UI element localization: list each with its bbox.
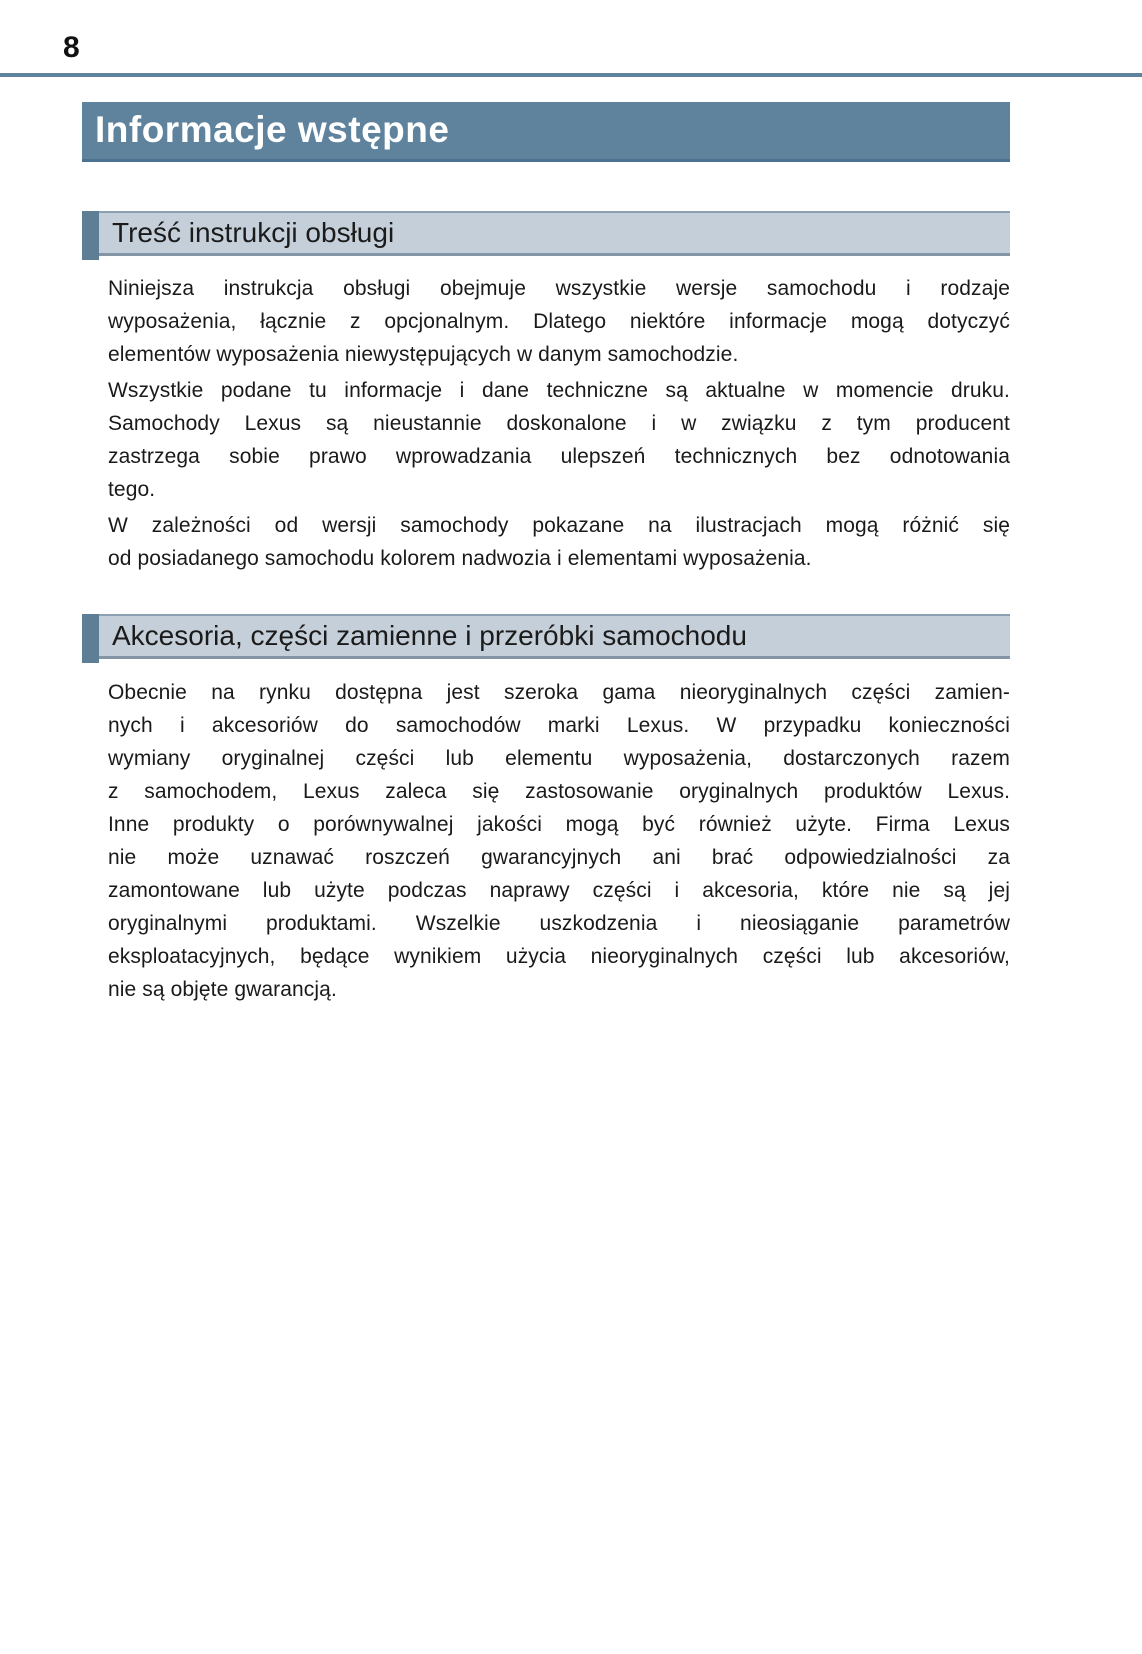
section-body — [108, 272, 1010, 578]
section-heading: Treść instrukcji obsługi — [112, 217, 395, 248]
body-text-line: wymiany oryginalnej części lub elementu wyposażenia, dostarczonych razem — [108, 747, 1010, 770]
paragraph — [108, 676, 1010, 1006]
body-text-line: Inne produkty o porównywalnej jakości mogą być również użyte. Firma Lexus — [108, 813, 1010, 836]
section-accent-block — [82, 211, 99, 260]
body-text-line: W zależności od wersji samochody pokazane na ilustracjach mogą różnić się — [108, 514, 1010, 537]
chapter-title: Informacje wstępne — [95, 109, 450, 150]
body-text-line: wyposażenia, łącznie z opcjonalnym. Dlatego niektóre informacje mogą dotyczyć — [108, 310, 1010, 333]
section-accent-block — [82, 614, 99, 663]
section-heading-background — [99, 211, 1010, 256]
section-heading-background — [99, 614, 1010, 659]
section-heading-bar — [82, 211, 1010, 256]
body-text-line: oryginalnymi produktami. Wszelkie uszkodzenia i nieosiąganie parametrów — [108, 912, 1010, 935]
body-text-line: zastrzega sobie prawo wprowadzania ulepszeń technicznych bez odnotowania — [108, 445, 1010, 468]
body-text-line: z samochodem, Lexus zaleca się zastosowanie oryginalnych produktów Lexus. — [108, 780, 1010, 803]
body-text-line: tego. — [108, 478, 156, 501]
body-text-line: nie są objęte gwarancją. — [108, 978, 337, 1001]
page-number: 8 — [63, 31, 80, 64]
header-rule — [0, 73, 1142, 77]
body-text-line: Obecnie na rynku dostępna jest szeroka gama nieoryginalnych części zamien- — [108, 681, 1010, 704]
section-heading-bar — [82, 614, 1010, 659]
body-text-line: Wszystkie podane tu informacje i dane techniczne są aktualne w momencie druku. — [108, 379, 1010, 402]
chapter-title-bar — [82, 102, 1010, 162]
paragraph — [108, 374, 1010, 506]
body-text-line: elementów wyposażenia niewystępujących w danym samochodzie. — [108, 343, 739, 366]
section-body — [108, 676, 1010, 1009]
body-text-line: od posiadanego samochodu kolorem nadwozia i elementami wyposażenia. — [108, 547, 812, 570]
body-text-line: nie może uznawać roszczeń gwarancyjnych ani brać odpowiedzialności za — [108, 846, 1010, 869]
body-text-line: eksploatacyjnych, będące wynikiem użycia nieoryginalnych części lub akcesoriów, — [108, 945, 1010, 968]
body-text-line: Samochody Lexus są nieustannie doskonalone i w związku z tym producent — [108, 412, 1010, 435]
body-text-line: Niniejsza instrukcja obsługi obejmuje wszystkie wersje samochodu i rodzaje — [108, 277, 1010, 300]
paragraph — [108, 509, 1010, 575]
paragraph — [108, 272, 1010, 371]
section-heading: Akcesoria, części zamienne i przeróbki samochodu — [112, 620, 747, 651]
body-text-line: nych i akcesoriów do samochodów marki Lexus. W przypadku konieczności — [108, 714, 1010, 737]
body-text-line: zamontowane lub użyte podczas naprawy części i akcesoria, które nie są jej — [108, 879, 1010, 902]
